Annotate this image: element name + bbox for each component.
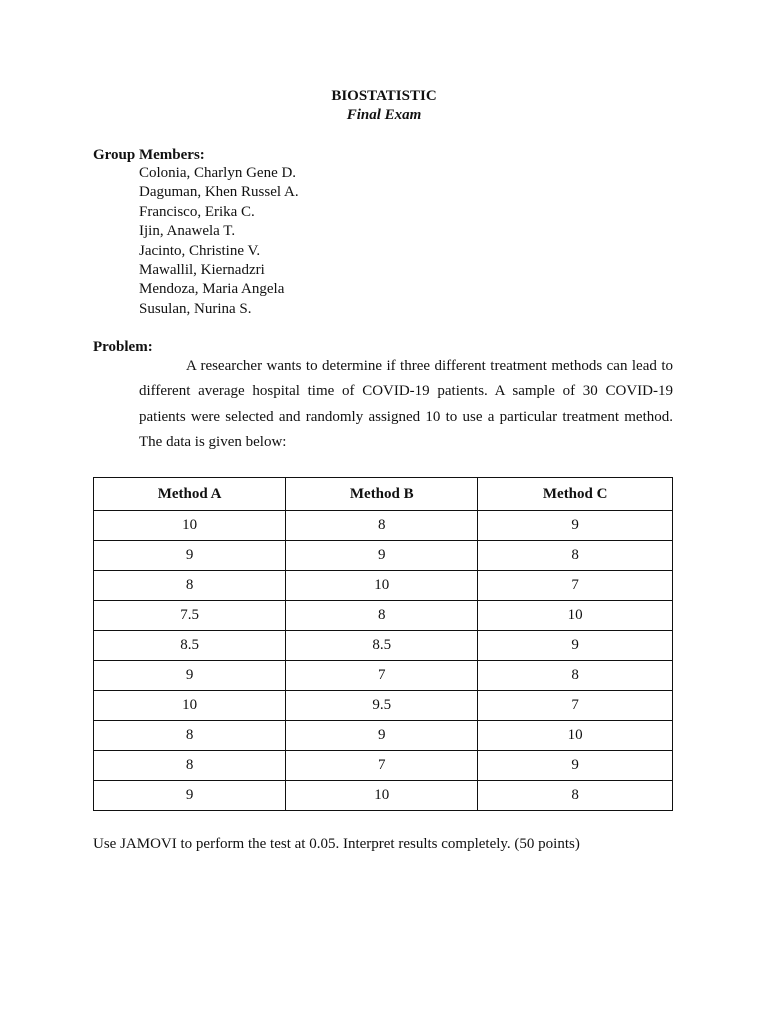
table-row	[94, 781, 673, 811]
table-row	[94, 721, 673, 751]
table-cell: 7	[478, 571, 673, 601]
table-cell: 10	[478, 721, 673, 751]
table-row	[94, 571, 673, 601]
member-name: Jacinto, Christine V.	[139, 242, 261, 259]
member-name: Susulan, Nurina S.	[139, 300, 252, 317]
table-header-row	[94, 478, 673, 511]
table-row	[94, 751, 673, 781]
member-name: Mendoza, Maria Angela	[139, 281, 285, 298]
data-table	[93, 477, 673, 811]
document-title: BIOSTATISTIC	[331, 88, 437, 104]
table-row	[94, 541, 673, 571]
table-cell: 10	[478, 601, 673, 631]
table-cell: 8	[478, 661, 673, 691]
table-cell: 9	[286, 541, 478, 571]
table-cell: 8	[286, 511, 478, 541]
column-header: Method C	[478, 478, 673, 511]
table-cell: 8	[94, 571, 286, 601]
group-members-label: Group Members:	[93, 147, 205, 163]
member-name: Mawallil, Kiernadzri	[139, 261, 265, 278]
group-members-list	[139, 164, 299, 319]
table-cell: 8	[94, 751, 286, 781]
table-cell: 9	[286, 721, 478, 751]
table-cell: 10	[94, 511, 286, 541]
table-body	[94, 511, 673, 811]
member-name: Francisco, Erika C.	[139, 203, 255, 220]
table-cell: 9	[94, 781, 286, 811]
table-cell: 10	[286, 571, 478, 601]
table-row	[94, 601, 673, 631]
member-name: Colonia, Charlyn Gene D.	[139, 165, 297, 181]
table-cell: 9.5	[286, 691, 478, 721]
table-cell: 8.5	[94, 631, 286, 661]
table-row	[94, 691, 673, 721]
table-cell: 9	[94, 541, 286, 571]
table-cell: 10	[286, 781, 478, 811]
member-name: Daguman, Khen Russel A.	[139, 184, 299, 201]
table-cell: 8	[478, 781, 673, 811]
table-row	[94, 631, 673, 661]
table-cell: 8	[94, 721, 286, 751]
member-name: Ijin, Anawela T.	[139, 223, 236, 240]
table-cell: 7	[478, 691, 673, 721]
table-cell: 7	[286, 751, 478, 781]
table-cell: 10	[94, 691, 286, 721]
table-cell: 7.5	[94, 601, 286, 631]
table-cell: 7	[286, 661, 478, 691]
problem-statement: A researcher wants to determine if three different treatment methods can lead to different average hospital time of COVID-19 patients. A sample of 30 COVID-19 patients were selected and randomly assigned 10 to use a particular treatment method. The data is given below:	[139, 358, 673, 450]
table-cell: 8	[286, 601, 478, 631]
problem-label: Problem:	[93, 339, 153, 355]
table-cell: 9	[478, 511, 673, 541]
column-header: Method A	[94, 478, 286, 511]
instruction-text: Use JAMOVI to perform the test at 0.05. Interpret results completely. (50 points)	[93, 836, 580, 852]
table-cell: 9	[478, 631, 673, 661]
table-row	[94, 661, 673, 691]
table-cell: 9	[94, 661, 286, 691]
document-subtitle: Final Exam	[346, 107, 422, 123]
table-cell: 8.5	[286, 631, 478, 661]
table-cell: 9	[478, 751, 673, 781]
column-header: Method B	[286, 478, 478, 511]
table-cell: 8	[478, 541, 673, 571]
table-row	[94, 511, 673, 541]
